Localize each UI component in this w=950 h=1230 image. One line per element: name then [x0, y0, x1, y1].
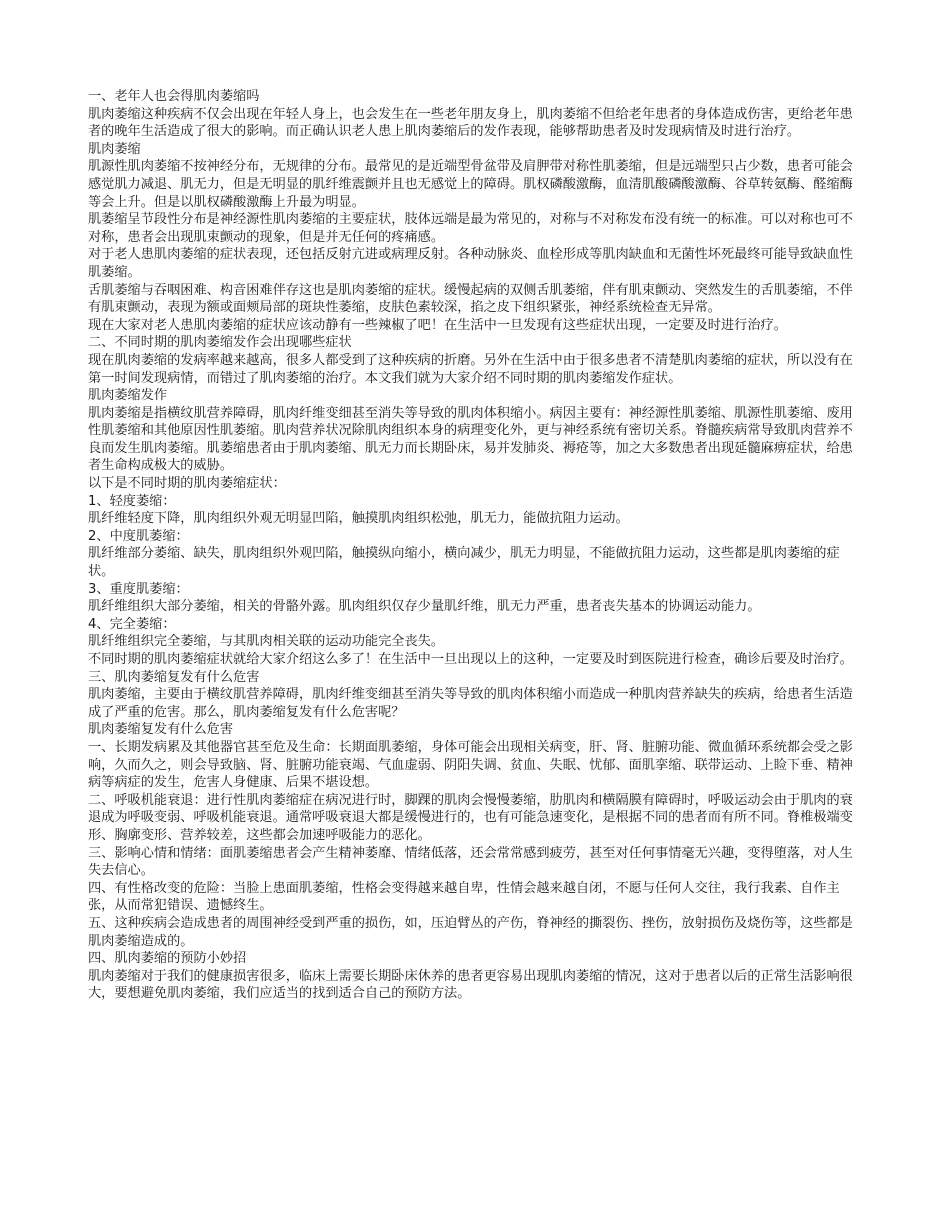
paragraph: 二、呼吸机能衰退：进行性肌肉萎缩症在病况进行时，脚踝的肌肉会慢慢萎缩，肋肌肉和横隔膜有障碍时，呼吸运动会由于肌肉的衰退成为呼吸变弱、呼吸机能衰退。通常呼吸衰退大都是缓慢进行的，也有可能急速变化，是根据不同的患者而有所不同。脊椎极端变形、胸廓变形、营养较差，这些都会加速呼吸能力的恶化。	[88, 792, 853, 843]
subheading: 肌肉萎缩复发有什么危害	[88, 722, 234, 738]
paragraph: 肌纤维部分萎缩、缺失，肌肉组织外观凹陷，触摸纵向缩小，横向减少，肌无力明显，不能做抗阻力运动，这些都是肌肉萎缩的症状。	[88, 546, 840, 580]
subheading: 肌肉萎缩	[88, 141, 141, 157]
list-item-heading: 3、重度肌萎缩：	[88, 581, 189, 597]
paragraph: 现在肌肉萎缩的发病率越来越高，很多人都受到了这种疾病的折磨。另外在生活中由于很多患者不清楚肌肉萎缩的症状，所以没有在第一时间发现病情，而错过了肌肉萎缩的治疗。本文我们就为大家介绍不同时期的肌肉萎缩发作症状。	[88, 352, 853, 386]
paragraph: 不同时期的肌肉萎缩症状就给大家介绍这么多了！在生活中一旦出现以上的这种，一定要及时到医院进行检查，确诊后要及时治疗。	[88, 652, 853, 667]
paragraph: 一、长期发病累及其他器官甚至危及生命：长期面肌萎缩，身体可能会出现相关病变，肝、肾、脏腑功能、微血循环系统都会受之影响，久而久之，则会导致脑、肾、脏腑功能衰竭、气血虚弱、阴阳失调、贫血、失眠、忧郁、面肌挛缩、联带运动、上睑下垂、精神病等病症的发生，危害人身健康、后果不堪设想。	[88, 739, 853, 791]
paragraph: 肌纤维组织大部分萎缩，相关的骨骼外露。肌肉组织仅存少量肌纤维，肌无力严重，患者丧失基本的协调运动能力。	[88, 599, 761, 615]
paragraph: 肌萎缩呈节段性分布是神经源性肌肉萎缩的主要症状，肢体远端是最为常见的，对称与不对称发布没有统一的标准。可以对称也可不对称，患者会出现肌束颤动的现象，但是并无任何的疼痛感。	[88, 212, 853, 245]
section-heading-3: 三、肌肉萎缩复发有什么危害	[88, 669, 260, 685]
list-item-heading: 1、轻度萎缩：	[88, 493, 176, 509]
paragraph: 五、这种疾病会造成患者的周围神经受到严重的损伤，如，压迫臂丛的产伤，脊神经的撕裂伤、挫伤，放射损伤及烧伤等，这些都是肌肉萎缩造成的。	[88, 915, 853, 949]
paragraph: 肌纤维轻度下降，肌肉组织外观无明显凹陷，触摸肌肉组织松弛，肌无力，能做抗阻力运动。	[88, 511, 629, 527]
paragraph: 肌肉萎缩是指横纹肌营养障碍，肌肉纤维变细甚至消失等导致的肌肉体积缩小。病因主要有：神经源性肌萎缩、肌源性肌萎缩、废用性肌萎缩和其他原因性肌萎缩。肌肉营养状况除肌肉组织本身的病理变化外，更与神经系统有密切关系。脊髓疾病常导致肌肉营养不良而发生肌肉萎缩。肌萎缩患者由于肌肉萎缩、肌无力而长期卧床，易并发肺炎、褥疮等，加之大多数患者出现延髓麻痹症状，给患者生命构成极大的威胁。	[88, 405, 853, 474]
paragraph: 对于老人患肌肉萎缩的症状表现，还包括反射亢进或病理反射。各种动脉炎、血栓形成等肌肉缺血和无菌性坏死最终可能导致缺血性肌萎缩。	[88, 247, 853, 280]
section-heading-2: 二、不同时期的肌肉萎缩发作会出现哪些症状	[88, 335, 352, 351]
paragraph: 肌肉萎缩对于我们的健康损害很多，临床上需要长期卧床休养的患者更容易出现肌肉萎缩的情况，这对于患者以后的正常生活影响很大，要想避免肌肉萎缩，我们应适当的找到适合自己的预防方法。	[88, 968, 853, 1002]
paragraph: 以下是不同时期的肌肉萎缩症状：	[88, 476, 286, 492]
list-item-heading: 2、中度肌萎缩：	[88, 528, 189, 544]
list-item-heading: 4、完全萎缩：	[88, 616, 176, 632]
paragraph: 肌纤维组织完全萎缩，与其肌肉相关联的运动功能完全丧失。	[88, 634, 445, 650]
paragraph: 舌肌萎缩与吞咽困难、构音困难伴存这也是肌肉萎缩的症状。缓慢起病的双侧舌肌萎缩，伴有肌束颤动、突然发生的舌肌萎缩，不伴有肌束颤动，表现为额或面颊局部的斑块性萎缩，皮肤色素较深，掐之皮下组织紧张，神经系统检查无异常。	[88, 282, 853, 316]
paragraph: 肌源性肌肉萎缩不按神经分布，无规律的分布。最常见的是近端型骨盆带及肩胛带对称性肌萎缩，但是远端型只占少数，患者可能会感觉肌力减退、肌无力，但是无明显的肌纤维震颤并且也无感觉上的障碍。肌权磷酸激酶，血清肌酸磷酸激酶、谷草转氨酶、醛缩酶等会上升。但是以肌权磷酸激酶上升最为明显。	[88, 159, 853, 210]
section-heading-1: 一、老年人也会得肌肉萎缩吗	[88, 89, 260, 104]
section-heading-4: 四、肌肉萎缩的预防小妙招	[88, 951, 247, 967]
subheading: 肌肉萎缩发作	[88, 388, 168, 404]
paragraph: 肌肉萎缩这种疾病不仅会出现在年轻人身上，也会发生在一些老年朋友身上，肌肉萎缩不但给老年患者的身体造成伤害，更给老年患者的晚年生活造成了很大的影响。而正确认识老人患上肌肉萎缩后的发作表现，能够帮助患者及时发现病情及时进行治疗。	[88, 106, 853, 140]
paragraph: 三、影响心情和情绪：面肌萎缩患者会产生精神萎靡、情绪低落，还会常常感到疲劳，甚至对任何事情毫无兴趣，变得堕落，对人生失去信心。	[88, 845, 853, 879]
paragraph: 肌肉萎缩，主要由于横纹肌营养障碍，肌肉纤维变细甚至消失等导致的肌肉体积缩小而造成一种肌肉营养缺失的疾病，给患者生活造成了严重的危害。那么，肌肉萎缩复发有什么危害呢？	[88, 687, 853, 720]
paragraph: 现在大家对老人患肌肉萎缩的症状应该动静有一些辣椒了吧！在生活中一旦发现有这些症状出现，一定要及时进行治疗。	[88, 317, 787, 333]
paragraph: 四、有性格改变的危险：当脸上患面肌萎缩，性格会变得越来越自卑，性情会越来越自闭，不愿与任何人交往，我行我素、自作主张，从而常犯错误、遗憾终生。	[88, 880, 840, 914]
